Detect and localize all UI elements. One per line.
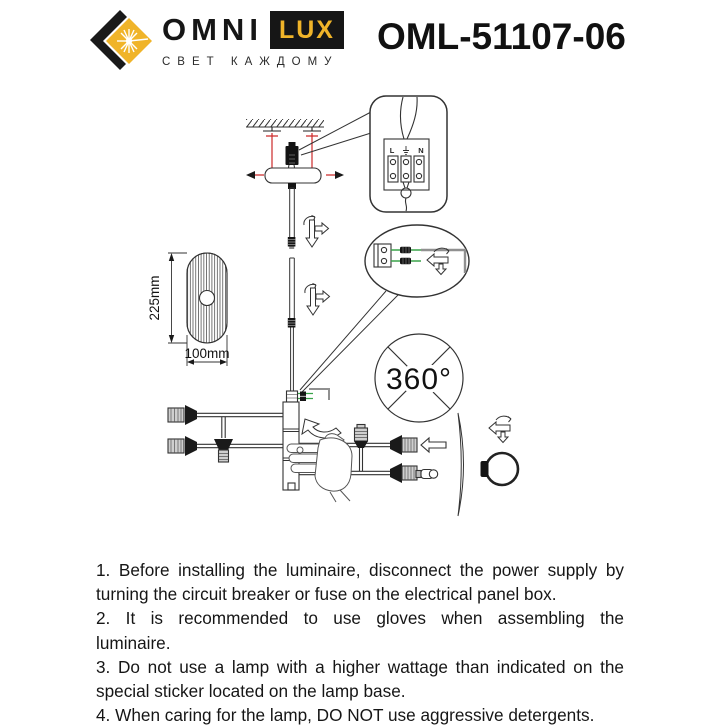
dimension-width-label: 100mm bbox=[184, 346, 230, 361]
mounting-ring bbox=[486, 453, 518, 485]
brand-name-lux-badge: LUX bbox=[270, 11, 344, 49]
instruction-line: special sticker located on the lamp base. bbox=[96, 681, 406, 702]
instruction-line: 4. When caring for the lamp, DO NOT use aggressive detergents. bbox=[96, 705, 595, 726]
unscrew-symbol-icon bbox=[489, 416, 511, 442]
screw-in-symbol-icon bbox=[305, 284, 330, 316]
lamp-holder bbox=[168, 436, 197, 456]
care-instructions bbox=[96, 558, 624, 727]
instruction-line: 3. Do not use a lamp with a higher wattage than indicated on the bbox=[96, 656, 624, 677]
insert-arrow-icon bbox=[421, 438, 446, 452]
instruction-line: turning the circuit breaker or fuse on the electrical panel box. bbox=[96, 584, 557, 605]
arrow-right-icon bbox=[335, 171, 344, 179]
screw-in-symbol-icon bbox=[304, 216, 329, 248]
instruction-line: luminaire. bbox=[96, 632, 171, 653]
suspension-rod bbox=[288, 188, 330, 391]
instruction-line: 2. It is recommended to use gloves when assembling the bbox=[96, 608, 624, 629]
product-model-number: OML-51107-06 bbox=[377, 16, 626, 57]
shade-ring-detail bbox=[458, 413, 518, 516]
lamp-holder bbox=[390, 463, 417, 483]
terminal-live-label: L bbox=[389, 146, 395, 155]
shade-profile bbox=[458, 413, 464, 516]
rotation-360-label: 360° bbox=[385, 363, 453, 396]
wiring-callout bbox=[370, 96, 447, 212]
lamp-holder-down bbox=[214, 417, 233, 462]
bulb-icon bbox=[416, 470, 438, 479]
lamp-holder-up bbox=[354, 425, 368, 472]
terminal-neutral-label: N bbox=[418, 146, 424, 155]
dimension-height-label: 225mm bbox=[147, 275, 162, 321]
shade-dimension-drawing bbox=[147, 253, 230, 366]
rotation-360-symbol bbox=[375, 334, 463, 422]
arrow-left-icon bbox=[246, 171, 255, 179]
brand-tagline: СВЕТ КАЖДОМУ bbox=[162, 56, 339, 68]
hand-illustration bbox=[287, 434, 352, 502]
lamp-holder bbox=[168, 405, 197, 425]
ceiling-mount-diagram bbox=[246, 112, 371, 189]
brand-name-omni: OMNI bbox=[162, 12, 263, 47]
instruction-line: 1. Before installing the luminaire, disconnect the power supply by bbox=[96, 560, 624, 580]
lamp-holder bbox=[390, 435, 417, 455]
